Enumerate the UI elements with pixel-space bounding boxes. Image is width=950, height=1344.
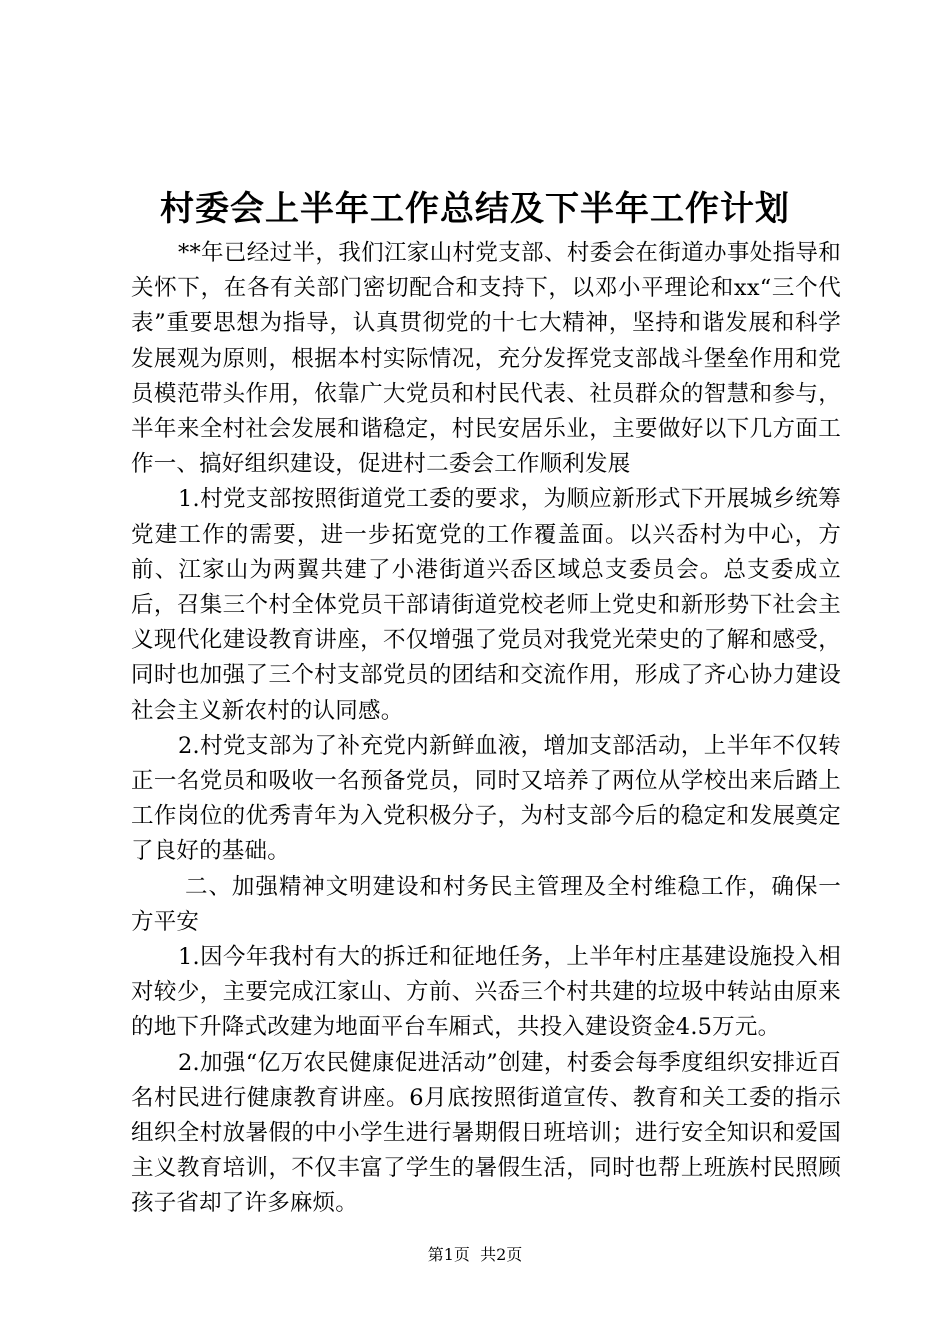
paragraph-section2-item-1: 1.因今年我村有大的拆迁和征地任务，上半年村庄基建设施投入相对较少，主要完成江家山、方前、兴岙三个村共建的垃圾中转站由原来的地下升降式改建为地面平台车厢式，共投入建设资金4.5万元。 bbox=[131, 944, 841, 1041]
paragraph-item-1: 1.村党支部按照街道党工委的要求，为顺应新形式下开展城乡统筹党建工作的需要，进一步拓宽党的工作覆盖面。以兴岙村为中心，方前、江家山为两翼共建了小港街道兴岙区域总支委员会。总支委成立后，召集三个村全体党员干部请街道党校老师上党史和新形势下社会主义现代化建设教育讲座，不仅增强了党员对我党光荣史的了解和感受，同时也加强了三个村支部党员的团结和交流作用，形成了齐心协力建设社会主义新农村的认同感。 bbox=[131, 486, 841, 724]
page-number-label: 第1页 共2页 bbox=[427, 1245, 523, 1264]
document-title: 村委会上半年工作总结及下半年工作计划 bbox=[160, 189, 790, 229]
page-footer bbox=[0, 1245, 950, 1265]
paragraph-intro: **年已经过半，我们江家山村党支部、村委会在街道办事处指导和关怀下，在各有关部门密切配合和支持下，以邓小平理论和xx“三个代表”重要思想为指导，认真贯彻党的十七大精神，坚持和谐发展和科学发展观为原则，根据本村实际情况，充分发挥党支部战斗堡垒作用和党员模范带头作用，依靠广大党员和村民代表、社员群众的智慧和参与，半年来全村社会发展和谐稳定，村民安居乐业，主要做好以下几方面工作一、搞好组织建设，促进村二委会工作顺利发展 bbox=[131, 240, 841, 478]
document-body bbox=[131, 236, 841, 1222]
section-heading-2: 二、加强精神文明建设和村务民主管理及全村维稳工作，确保一方平安 bbox=[131, 873, 841, 935]
paragraph-item-2: 2.村党支部为了补充党内新鲜血液，增加支部活动，上半年不仅转正一名党员和吸收一名预备党员，同时又培养了两位从学校出来后踏上工作岗位的优秀青年为入党积极分子，为村支部今后的稳定和发展奠定了良好的基础。 bbox=[131, 732, 841, 865]
paragraph-section2-item-2: 2.加强“亿万农民健康促进活动”创建，村委会每季度组织安排近百名村民进行健康教育讲座。6月底按照街道宣传、教育和关工委的指示组织全村放暑假的中小学生进行暑期假日班培训；进行安全知识和爱国主义教育培训，不仅丰富了学生的暑假生活，同时也帮上班族村民照顾孩子省却了许多麻烦。 bbox=[131, 1049, 841, 1217]
